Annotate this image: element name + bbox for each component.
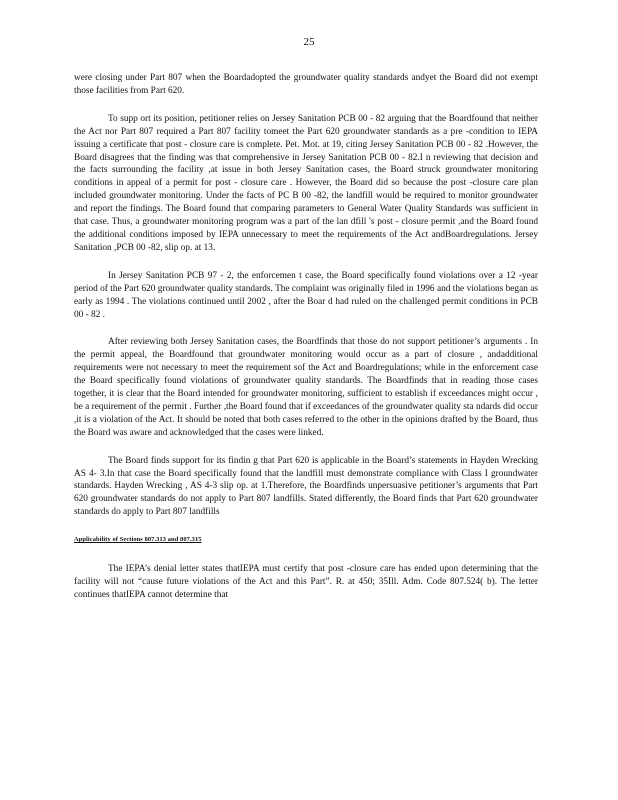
document-body	[74, 72, 538, 617]
paragraph: In Jersey Sanitation PCB 97 - 2, the enforcemen t case, the Board specifically found violations over a 12 -year period of the Part 620 groundwater quality standards. The complaint was originally filed in 1996 and the violations began as early as 1994 . The violations continued until 2002 , after the Boar d had ruled on the challenged permit conditions in PCB 00 - 82 .	[74, 270, 538, 320]
paragraph: were closing under Part 807 when the Boardadopted the groundwater quality standards andyet the Board did not exempt those facilities from Part 620.	[74, 73, 538, 96]
paragraph: To supp ort its position, petitioner relies on Jersey Sanitation PCB 00 - 82 arguing that the Boardfound that neither the Act nor Part 807 required a Part 807 facility tomeet the Part 620 groundwater standards as a pre -condition to IEPA issuing a certificate that post - closure care is complete. Pet. Mot. at 19, citing Jersey Sanitation PCB 00 - 82 .However, the Board disagrees that the finding was that comprehensive in Jersey Sanitation PCB 00 - 82.I n reviewing that decision and the facts surrounding the facility ,at issue in both Jersey Sanitation cases, the Board struck groundwater monitoring conditions in appeal of a permit for post - closure care . However, the Board did so because the post -closure care plan included groundwater monitoring. Under the facts of PC B 00 -82, the landfill would be required to monitor groundwater and report the findings. The Board found that comparing parameters to General Water Quality Standards was sufficient in that case. Thus, a groundwater monitoring program was a part of the lan dfill 's post - closure permit ,and the Board found the additional conditions imposed by IEPA unnecessary to meet the requirements of the Act andBoardregulations. Jersey Sanitation ,PCB 00 -82, slip op. at 13.	[74, 113, 538, 253]
section-heading: Applicability of Sections 807.313 and 807.315	[74, 536, 202, 544]
paragraph: The IEPA’s denial letter states thatIEPA must certify that post -closure care has ended upon determining that the facility will not “cause future violations of the Act and this Part”. R. at 450; 35Ill. Adm. Code 807.524( b). The letter continues thatIEPA cannot determine that	[74, 564, 538, 600]
paragraph: After reviewing both Jersey Sanitation cases, the Boardfinds that those do not support petitioner’s arguments . In the permit appeal, the Boardfound that groundwater monitoring would occur as a part of closure , andadditional requirements were not necessary to meet the requirement sof the Act and Boardregulations; while in the enforcement case the Board specifically found violations of groundwater quality standards. The Boardfinds that in reading those cases together, it is clear that the Board intended for groundwater monitoring, sufficient to establish if exceedances might occur , be a requirement of the permit . Further ,the Board found that if exceedances of the groundwater quality sta ndards did occur ,it is a violation of the Act. It should be noted that both cases referred to the other in the opinions drafted by the Board, thus the Board was aware and acknowledged that the cases were linked.	[74, 337, 538, 438]
page-number: 25	[303, 36, 315, 48]
paragraph: The Board finds support for its findin g that Part 620 is applicable in the Board’s statements in Hayden Wrecking AS 4- 3.In that case the Board specifically found that the landfill must demonstrate compliance with Class I groundwater standards. Hayden Wrecking , AS 4-3 slip op. at 1.Therefore, the Boardfinds unpersuasive petitioner’s arguments that Part 620 groundwater standards do not apply to Part 807 landfills. Stated differently, the Board finds that Part 620 groundwater standards do apply to Part 807 landfills	[74, 455, 538, 518]
